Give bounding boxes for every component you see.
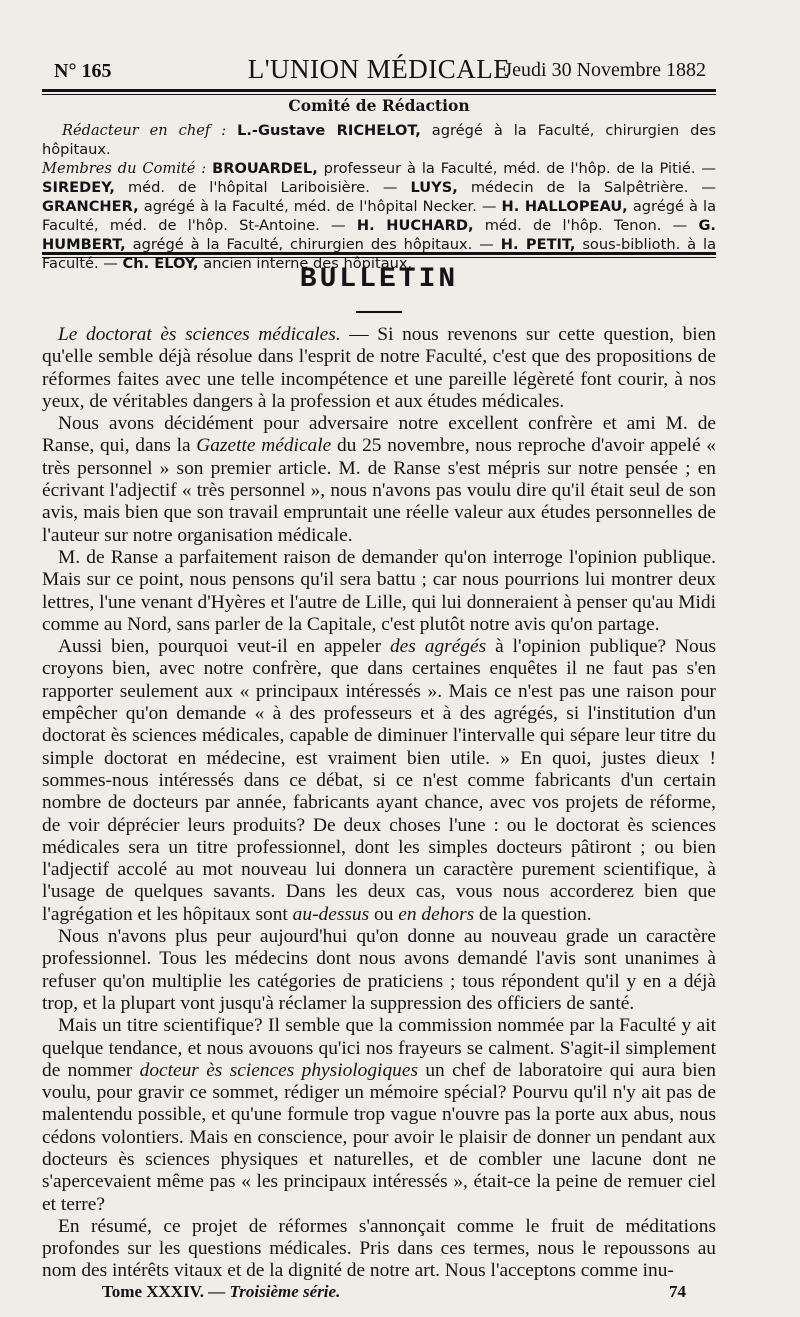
emphasis-text: Gazette médicale xyxy=(196,435,332,457)
paragraph-text: Aussi bien, pourquoi veut-il en appeler xyxy=(58,636,390,658)
tome-number: Tome XXXIV. xyxy=(102,1282,205,1301)
paragraph-text: En résumé, ce projet de réformes s'annonçait comme le fruit de méditations profondes sur les questions médicales. Pris dans ces termes, nous le repoussons au nom des intérêts vitaux et de la dignité de notre art. Nous l'acceptons comme inu- xyxy=(42,1215,716,1282)
journal-title: L'UNION MÉDICALE xyxy=(247,54,511,84)
member-description: sous-biblioth. à la Faculté. — xyxy=(42,236,717,272)
paragraph-text: à l'opinion publique? Nous croyons bien, avec notre confrère, que dans certaines enquêtes il ne faut pas s'en rapporter seulement aux « principaux intéressés ». Mais ce n'est pas une raison pour empêcher qu'on demande « à des professeurs et à des agrégés, si l'institution d'un doctorat ès sciences médicales, capable de diminuer l'intervalle qui sépare leur titre du simple doctorat en médecine, est vraiment bien utile. » En quoi, justes dieux ! sommes-nous intéressés dans ce débat, si ce n'est comme fabricants d'un certain nombre de docteurs par année, fabricants ayant chance, avec vos projets de réforme, de voir déprécier leurs produits? De deux choses l'une : ou le doctorat ès sciences médicales sera un titre professionnel, dont les simples docteurs pâtiront ; ou bien l'adjectif accolé au mot nouveau lui donnera un caractère purement scientifique, à l'usage de quelques savants. Dans les deux cas, vous nous accorderez bien que l'agrégation et les hôpitaux sont xyxy=(42,636,716,925)
header-rule xyxy=(42,89,716,95)
member-description: agrégé à la Faculté, méd. de l'hôp. St-Antoine. — xyxy=(42,198,717,234)
paragraph-text: de la question. xyxy=(474,903,592,925)
editorial-committee xyxy=(42,96,716,273)
page-header xyxy=(42,54,716,86)
article-paragraph xyxy=(42,926,716,1015)
members-label: Membres du Comité : xyxy=(42,160,207,177)
emphasis-text: des agrégés xyxy=(389,636,487,658)
emphasis-text: Le doctorat ès sciences médicales. xyxy=(58,324,341,345)
member-name: GRANCHER, xyxy=(42,198,139,215)
member-name: H. PETIT, xyxy=(500,236,576,253)
emphasis-text: docteur ès sciences physiologiques xyxy=(139,1059,418,1081)
paragraph-text: du 25 novembre, nous reproche d'avoir appelé « très personnel » son premier article. M. de Ranse s'est mépris sur notre pensée ; en écrivant l'adjectif « très personnel », nous n'avons pas voulu dire qu'il était seul de son avis, mais bien que son travail empruntait une réelle valeur aux études personnelles de l'auteur sur notre organisation médicale. xyxy=(42,435,716,546)
member-name: H. HALLOPEAU, xyxy=(501,198,628,215)
page-number: 74 xyxy=(669,1282,686,1301)
section-title: BULLETIN xyxy=(299,264,459,295)
member-description: agrégé à la Faculté, méd. de l'hôpital Necker. — xyxy=(143,198,497,215)
article-body xyxy=(42,324,716,1283)
tome-label xyxy=(102,1282,340,1302)
article-paragraph xyxy=(42,547,716,636)
article-paragraph xyxy=(42,1216,716,1283)
member-description: agrégé à la Faculté, chirurgien des hôpitaux. — xyxy=(132,236,494,253)
paragraph-text: Nous avons décidément pour adversaire notre excellent confrère et ami M. de Ranse, qui, dans la xyxy=(42,413,716,457)
article-paragraph xyxy=(42,1015,716,1216)
member-description: professeur à la Faculté, méd. de l'hôp. de la Pitié. — xyxy=(323,160,716,177)
article-paragraph xyxy=(42,636,716,926)
article-paragraph xyxy=(42,324,716,413)
article-paragraph xyxy=(42,413,716,547)
paragraph-text: Mais un titre scientifique? Il semble que la commission nommée par la Faculté y ait quelque tendance, et nous avouons qu'ici nos frayeurs se calment. S'agit-il simplement de nommer xyxy=(42,1015,716,1081)
series-label: — Troisième série. xyxy=(208,1282,341,1301)
committee-rule xyxy=(42,252,716,258)
page-footer xyxy=(42,1282,716,1306)
member-description: ancien interne des hôpitaux. xyxy=(203,255,413,272)
editor-label: Rédacteur en chef : xyxy=(62,122,227,139)
paragraph-text: un chef de laboratoire qui aura bien voulu, pour gravir ce sommet, rédiger un mémoire spécial? Pourvu qu'il n'y ait pas de malentendu possible, et qu'une formule trop vague n'ouvre pas la porte aux abus, nous cédons volontiers. Mais en conscience, pour avoir le plaisir de donner un pendant aux docteurs ès sciences physiques et naturelles, et de combler une lacune dont ne s'apercevaient même pas « les principaux intéressés », était-ce la peine de remuer ciel et terre? xyxy=(42,1059,716,1215)
issue-number: N° 165 xyxy=(54,60,112,82)
committee-title: Comité de Rédaction xyxy=(288,96,470,115)
paragraph-text: Nous n'avons plus peur aujourd'hui qu'on donne au nouveau grade un caractère professionnel. Tous les médecins dont nous avons demandé l'avis sont unanimes à refuser qu'on multiplie les catégories de praticiens ; tous répondent qu'il y en a déjà trop, et la plupart vont jusqu'à réclamer la suppression des officiers de santé. xyxy=(42,926,716,1014)
member-name: H. HUCHARD, xyxy=(356,217,474,234)
paragraph-text: M. de Ranse a parfaitement raison de demander qu'on interroge l'opinion publique. Mais sur ce point, nous pensons qu'il sera battu ; car nous pourrions lui montrer deux lettres, l'une venant d'Hyères et l'autre de Lille, qui lui donneraient à penser qu'au Midi comme au Nord, sans parler de la Capitale, c'est plutôt notre avis qu'on partage. xyxy=(42,546,716,635)
editor-name: L.-Gustave RICHELOT, xyxy=(237,122,421,139)
member-description: méd. de l'hôp. Tenon. — xyxy=(484,217,688,234)
emphasis-text: au-dessus xyxy=(292,903,370,925)
member-name: Ch. ELOY, xyxy=(122,255,199,272)
title-underline xyxy=(356,311,402,313)
issue-date: Jeudi 30 Novembre 1882 xyxy=(504,59,706,81)
member-description: médecin de la Salpêtrière. — xyxy=(470,179,716,196)
member-name: BROUARDEL, xyxy=(212,160,318,177)
emphasis-text: en dehors xyxy=(398,903,475,925)
paragraph-text: — Si nous revenons sur cette question, bien qu'elle semble déjà résolue dans l'esprit de notre Faculté, c'est que des propositions de réformes faites avec une telle incompétence et une pareille légèreté font courir, à nos yeux, de véritables dangers à la profession et aux études médicales. xyxy=(42,324,716,412)
editor-description: agrégé à la Faculté, chirurgien des hôpitaux. xyxy=(42,122,716,158)
editor-line xyxy=(42,121,716,159)
member-name: LUYS, xyxy=(410,179,458,196)
member-name: SIREDEY, xyxy=(42,179,115,196)
member-name: G. HUMBERT, xyxy=(42,217,716,253)
paragraph-text: ou xyxy=(369,903,399,925)
member-description: méd. de l'hôpital Lariboisière. — xyxy=(127,179,398,196)
